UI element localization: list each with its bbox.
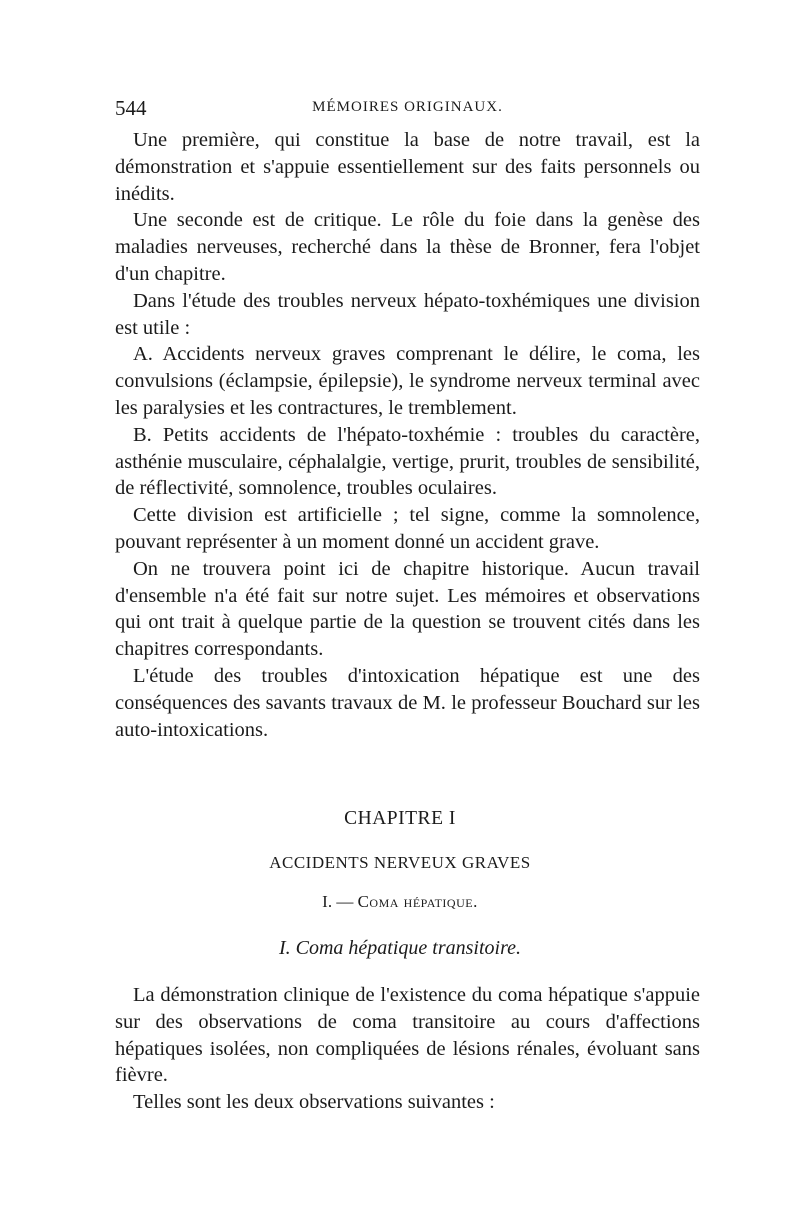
section-heading	[0, 892, 800, 912]
section-title: Coma hépatique.	[357, 892, 478, 911]
intro-text	[115, 127, 700, 743]
chapter-title: CHAPITRE I	[344, 808, 456, 829]
paragraph: Dans l'étude des troubles nerveux hépato-toxhémiques une division est utile :	[115, 289, 700, 339]
paragraph-division-a: A. Accidents nerveux graves comprenant le délire, le coma, les convulsions (éclampsie, épilepsie), le syndrome nerveux terminal avec les paralysies et les contractures, le tremblement.	[115, 343, 700, 419]
paragraph: Une première, qui constitue la base de notre travail, est la démonstration et s'appuie essentiellement sur des faits personnels ou inédits.	[115, 129, 700, 205]
paragraph: Telles sont les deux observations suivantes :	[133, 1091, 495, 1114]
paragraph: On ne trouvera point ici de chapitre historique. Aucun travail d'ensemble n'a été fait sur notre sujet. Les mémoires et observations qui ont trait à quelque partie de la question se trouvent cités dans les chapitres correspondants.	[115, 557, 700, 661]
section-number: I. —	[322, 892, 354, 911]
paragraph-division-b: B. Petits accidents de l'hépato-toxhémie : troubles du caractère, asthénie musculaire, céphalalgie, vertige, prurit, troubles de sensibilité, de réflectivité, somnolence, troubles oculaires.	[115, 423, 700, 500]
paragraph: Cette division est artificielle ; tel signe, comme la somnolence, pouvant représenter à un moment donné un accident grave.	[115, 504, 700, 553]
page-header	[115, 96, 700, 122]
page-number: 544	[115, 96, 147, 120]
subsection-heading: I. Coma hépatique transitoire.	[278, 937, 522, 959]
chapter-subtitle: ACCIDENTS NERVEUX GRAVES	[269, 853, 531, 872]
chapter-text	[115, 982, 700, 1116]
paragraph: Une seconde est de critique. Le rôle du foie dans la genèse des maladies nerveuses, recherché dans la thèse de Bronner, fera l'objet d'un chapitre.	[115, 209, 700, 285]
running-title: MÉMOIRES ORIGINAUX.	[312, 99, 503, 115]
paragraph: L'étude des troubles d'intoxication hépatique est une des conséquences des savants travaux de M. le professeur Bouchard sur les auto-intoxications.	[115, 664, 700, 741]
paragraph: La démonstration clinique de l'existence du coma hépatique s'appuie sur des observations de coma transitoire au cours d'affections hépatiques isolées, non compliquées de lésions rénales, évoluant sans fièvre.	[115, 984, 700, 1087]
